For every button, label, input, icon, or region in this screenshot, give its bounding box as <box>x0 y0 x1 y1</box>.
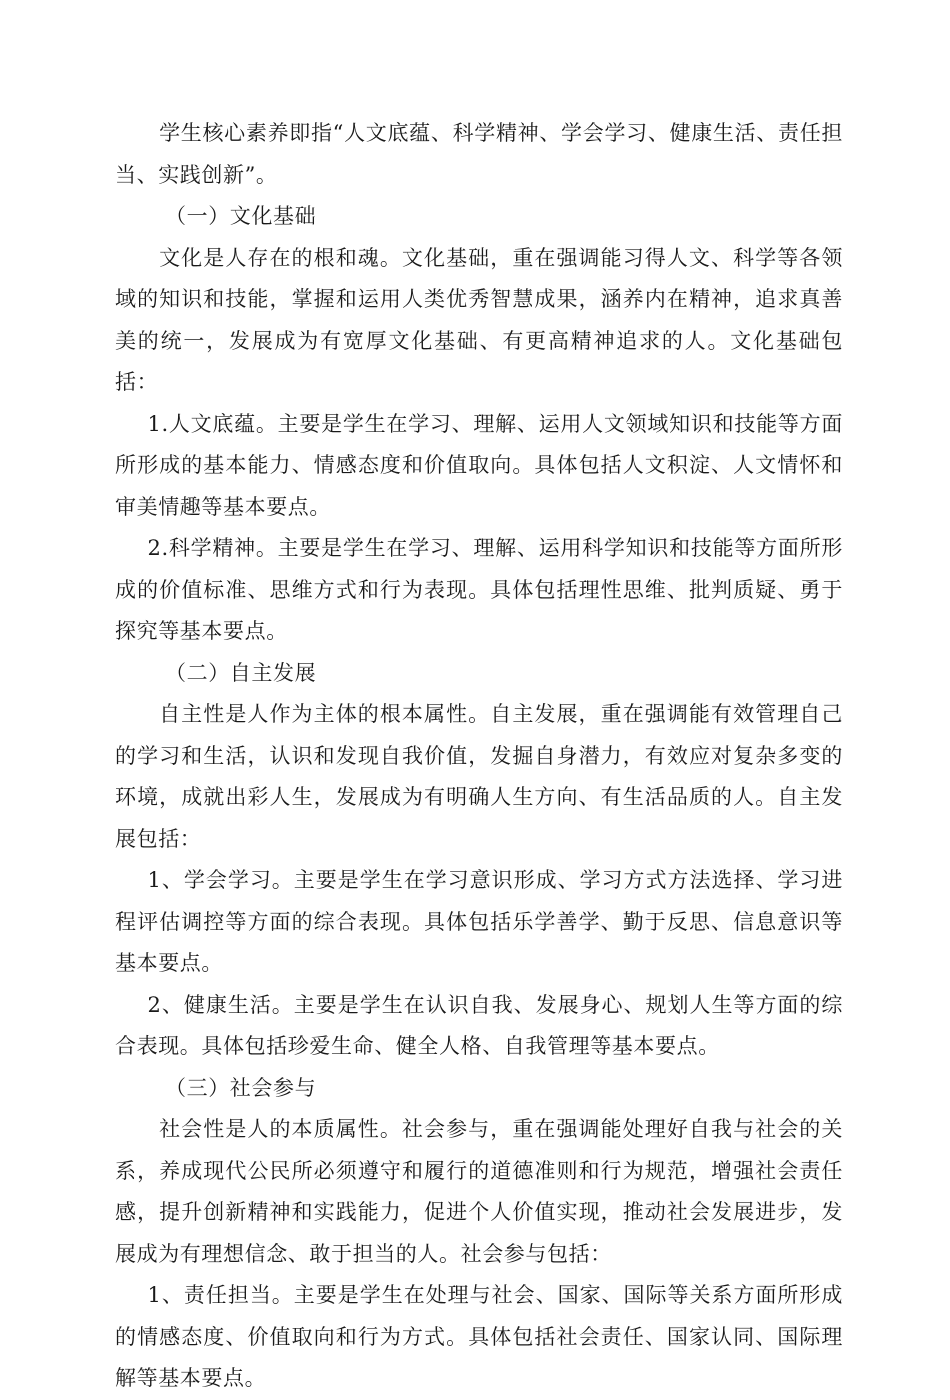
section-culture-foundation-body: 文化是人存在的根和魂。文化基础，重在强调能习得人文、科学等各领域的知识和技能，掌握和运用人类优秀智慧成果，涵养内在精神，追求真善美的统一，发展成为有宽厚文化基础、有更高精神追求的人。文化基础包括： <box>115 245 843 394</box>
list-item-scientific-spirit: 2.科学精神。主要是学生在学习、理解、运用科学知识和技能等方面所形成的价值标准、思维方式和行为表现。具体包括理性思维、批判质疑、勇于探究等基本要点。 <box>115 536 843 643</box>
document-body <box>115 113 843 1400</box>
section-self-development-body: 自主性是人作为主体的根本属性。自主发展，重在强调能有效管理自己的学习和生活，认识和发现自我价值，发掘自身潜力，有效应对复杂多变的环境，成就出彩人生，发展成为有明确人生方向、有生活品质的人。自主发展包括： <box>115 702 843 851</box>
list-item-humanistic-heritage: 1.人文底蕴。主要是学生在学习、理解、运用人文领域知识和技能等方面所形成的基本能力、情感态度和价值取向。具体包括人文积淀、人文情怀和审美情趣等基本要点。 <box>115 411 843 519</box>
list-item-responsibility: 1、责任担当。主要是学生在处理与社会、国家、国际等关系方面所形成的情感态度、价值取向和行为方式。具体包括社会责任、国家认同、国际理解等基本要点。 <box>115 1283 843 1390</box>
section-social-participation-body: 社会性是人的本质属性。社会参与，重在强调能处理好自我与社会的关系，养成现代公民所必须遵守和履行的道德准则和行为规范，增强社会责任感，提升创新精神和实践能力，促进个人价值实现，推动社会发展进步，发展成为有理想信念、敢于担当的人。社会参与包括： <box>115 1117 843 1266</box>
intro-paragraph: 学生核心素养即指“人文底蕴、科学精神、学会学习、健康生活、责任担当、实践创新”。 <box>115 121 843 187</box>
section-heading-self-development: （二）自主发展 <box>165 660 317 685</box>
section-heading-social-participation: （三）社会参与 <box>165 1075 317 1100</box>
section-heading-culture-foundation: （一）文化基础 <box>165 204 317 228</box>
list-item-healthy-living: 2、健康生活。主要是学生在认识自我、发展身心、规划人生等方面的综合表现。具体包括珍爱生命、健全人格、自我管理等基本要点。 <box>115 992 843 1058</box>
list-item-learning-to-learn: 1、学会学习。主要是学生在学习意识形成、学习方式方法选择、学习进程评估调控等方面的综合表现。具体包括乐学善学、勤于反思、信息意识等基本要点。 <box>115 868 843 975</box>
